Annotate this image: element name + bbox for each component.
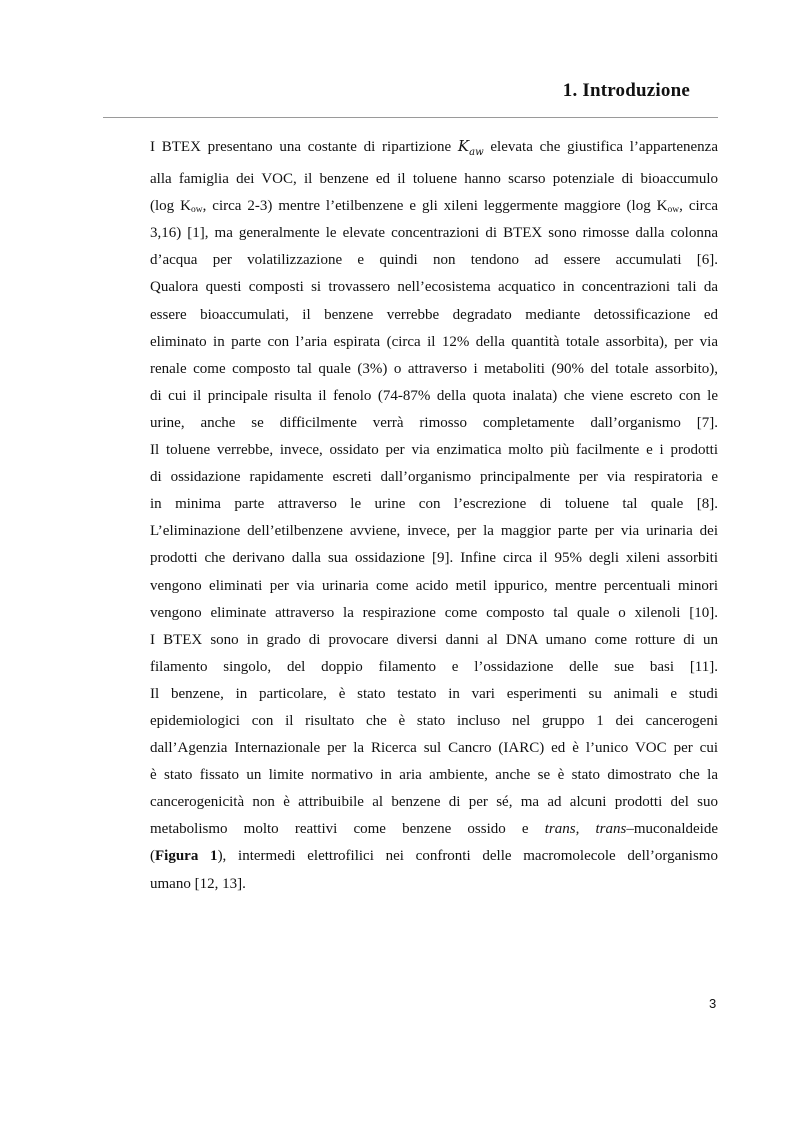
page-number: 3	[709, 996, 717, 1011]
text-line: essere bioaccumulati, il benzene verrebbe degradato mediante detossificazione ed	[150, 306, 718, 323]
text-line: eliminato in parte con l’aria espirata (circa il 12% della quantità totale assorbita), per via	[150, 333, 718, 350]
header-divider	[103, 117, 718, 118]
trans-trans-italic: trans, trans	[544, 821, 627, 838]
text-line: I BTEX sono in grado di provocare diversi danni al DNA umano come rotture di un	[150, 631, 718, 648]
chapter-heading: 1. Introduzione	[562, 80, 690, 101]
text-line: (Figura 1), intermedi elettrofilici nei confronti delle macromolecole dell’organismo	[150, 848, 718, 865]
text-line: metabolismo molto reattivi come benzene ossido e trans, trans–muconaldeide	[150, 821, 718, 838]
text-line: Qualora questi composti si trovassero nell’ecosistema acquatico in concentrazioni tali da	[150, 279, 718, 296]
text-line: I BTEX presentano una costante di ripartizione $K_{aw}$ elevata che giustifica l’appartenenza	[150, 137, 718, 158]
text-line: 3,16) [1], ma generalmente le elevate concentrazioni di BTEX sono rimosse dalla colonna	[150, 225, 718, 242]
text-line: renale come composto tal quale (3%) o attraverso i metaboliti (90% del totale assorbito),	[150, 360, 718, 377]
text-line: epidemiologici con il risultato che è stato incluso nel gruppo 1 dei cancerogeni	[150, 712, 718, 729]
body-paragraph	[150, 133, 718, 898]
text-line: di ossidazione rapidamente escreti dall’organismo principalmente per via respiratoria e	[150, 469, 718, 486]
text-line: in minima parte attraverso le urine con l’escrezione di toluene tal quale [8].	[150, 496, 718, 513]
text-line: L’eliminazione dell’etilbenzene avviene, invece, per la maggior parte per via urinaria dei	[150, 523, 718, 540]
text-line: Il toluene verrebbe, invece, ossidato per via enzimatica molto più facilmente e i prodotti	[150, 442, 718, 459]
text-line: umano [12, 13].	[150, 875, 246, 892]
text-line: dall’Agenzia Internazionale per la Ricerca sul Cancro (IARC) ed è l’unico VOC per cui	[150, 740, 718, 757]
text-line: d’acqua per volatilizzazione e quindi non tendono ad essere accumulati [6].	[150, 252, 718, 269]
text-line: cancerogenicità non è attribuibile al benzene di per sé, ma ad alcuni prodotti del suo	[150, 794, 718, 811]
text-line: urine, anche se difficilmente verrà rimosso completamente dall’organismo [7].	[150, 414, 718, 431]
text-line: di cui il principale risulta il fenolo (74-87% della quota inalata) che viene escreto con le	[150, 387, 718, 404]
text-line: Il benzene, in particolare, è stato testato in vari esperimenti su animali e studi	[150, 685, 718, 702]
text-line: vengono eliminati per via urinaria come acido metil ippurico, mentre percentuali minori	[150, 577, 718, 594]
k-aw-symbol: $K_{aw}$	[457, 137, 484, 158]
text-line: è stato fissato un limite normativo in aria ambiente, anche se è stato dimostrato che la	[150, 767, 718, 784]
text-line: prodotti che derivano dalla sua ossidazione [9]. Infine circa il 95% degli xileni assorbiti	[150, 550, 718, 567]
text-line: filamento singolo, del doppio filamento e l’ossidazione delle sue basi [11].	[150, 658, 718, 675]
text-line: alla famiglia dei VOC, il benzene ed il toluene hanno scarso potenziale di bioaccumulo	[150, 171, 718, 188]
text-line: (log $K_{ow}$, circa 2-3) mentre l’etilbenzene e gli xileni leggermente maggiore (log $K_{ow}$, circa	[150, 198, 718, 216]
text-line: vengono eliminate attraverso la respirazione come composto tal quale o xilenoli [10].	[150, 604, 718, 621]
figure-reference: Figura 1	[155, 848, 218, 865]
